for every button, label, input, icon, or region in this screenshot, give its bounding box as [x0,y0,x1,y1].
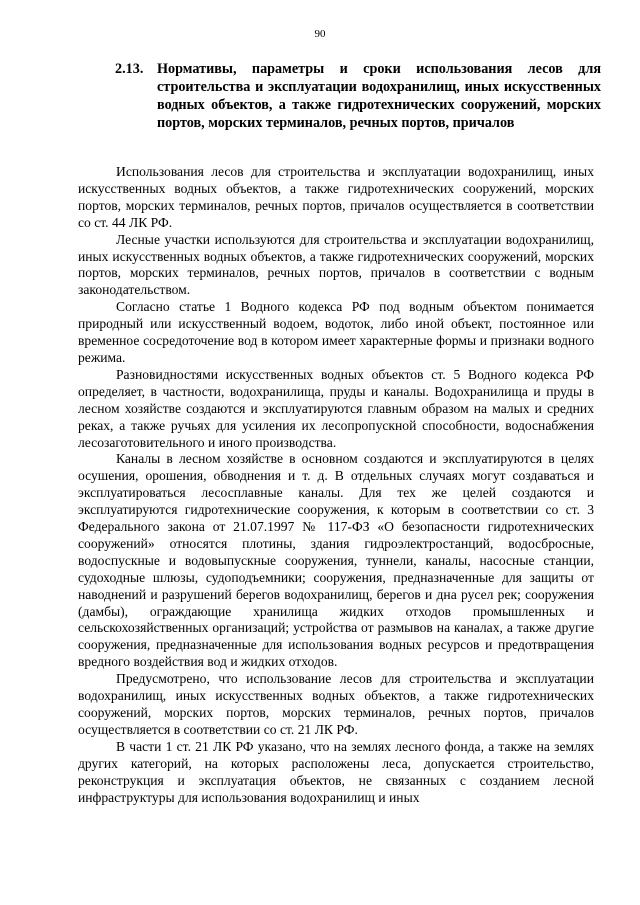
paragraph: Разновидностями искусственных водных объектов ст. 5 Водного кодекса РФ определяет, в частности, водохранилища, пруды и каналы. Водохранилища и пруды в лесном хозяйстве создаются и эксплуатируются главным образом на малых и средних реках, а также ручьях для усиления их лесопропускной способности, водоснабжения лесозаготовительного и иного производства. [78,366,594,450]
paragraph: Лесные участки используются для строительства и эксплуатации водохранилищ, иных искусственных водных объектов, а также гидротехнических сооружений, морских портов, морских терминалов, речных портов, причалов в соответствии с водным законодательством. [78,231,594,298]
section-title: Нормативы, параметры и сроки использования лесов для строительства и эксплуатации водохранилищ, иных искусственных водных объектов, а также гидротехнических сооружений, морских портов, морских терминалов, речных портов, причалов [157,61,601,131]
section-body [78,164,594,806]
section-heading [115,60,601,132]
paragraph: В части 1 ст. 21 ЛК РФ указано, что на землях лесного фонда, а также на землях других категорий, на которых расположены леса, допускается строительство, реконструкция и эксплуатация объектов, не связанных с созданием лесной инфраструктуры для использования водохранилищ и иных [78,738,594,805]
section-number: 2.13. [115,61,144,77]
paragraph: Предусмотрено, что использование лесов для строительства и эксплуатации водохранилищ, иных искусственных водных объектов, а также гидротехнических сооружений, морских портов, морских терминалов, речных портов, причалов осуществляется в соответствии со ст. 21 ЛК РФ. [78,671,594,737]
paragraph: Каналы в лесном хозяйстве в основном создаются и эксплуатируются в целях осушения, орошения, обводнения и т. д. В отдельных случаях могут создаваться и эксплуатироваться лесосплавные каналы. Для тех же целей создаются и эксплуатируются гидротехнические сооружения, к которым в соответствии со ст. 3 Федерального закона от 21.07.1997 № 117-ФЗ «О безопасности гидротехнических сооружений» относятся плотины, здания гидроэлектростанций, водосбросные, водоспускные и водовыпускные сооружения, туннели, каналы, насосные станции, судоходные шлюзы, судоподъемники; сооружения, предназначенные для защиты от наводнений и разрушений берегов водохранилищ, берегов и дна русел рек; сооружения (дамбы), ограждающие хранилища жидких отходов промышленных и сельскохозяйственных организаций; устройства от размывов на каналах, а также другие сооружения, предназначенные для использования водных ресурсов и предотвращения вредного воздействия вод и жидких отходов. [78,451,594,670]
paragraph: Согласно статье 1 Водного кодекса РФ под водным объектом понимается природный или искусственный водоем, водоток, либо иной объект, постоянное или временное сосредоточение вод в котором имеет характерные формы и признаки водного режима. [78,299,594,365]
page-number: 90 [314,28,326,40]
paragraph: Использования лесов для строительства и эксплуатации водохранилищ, иных искусственных водных объектов, а также гидротехнических сооружений, морских портов, морских терминалов, речных портов, причалов осуществляется в соответствии со ст. 44 ЛК РФ. [78,164,594,230]
